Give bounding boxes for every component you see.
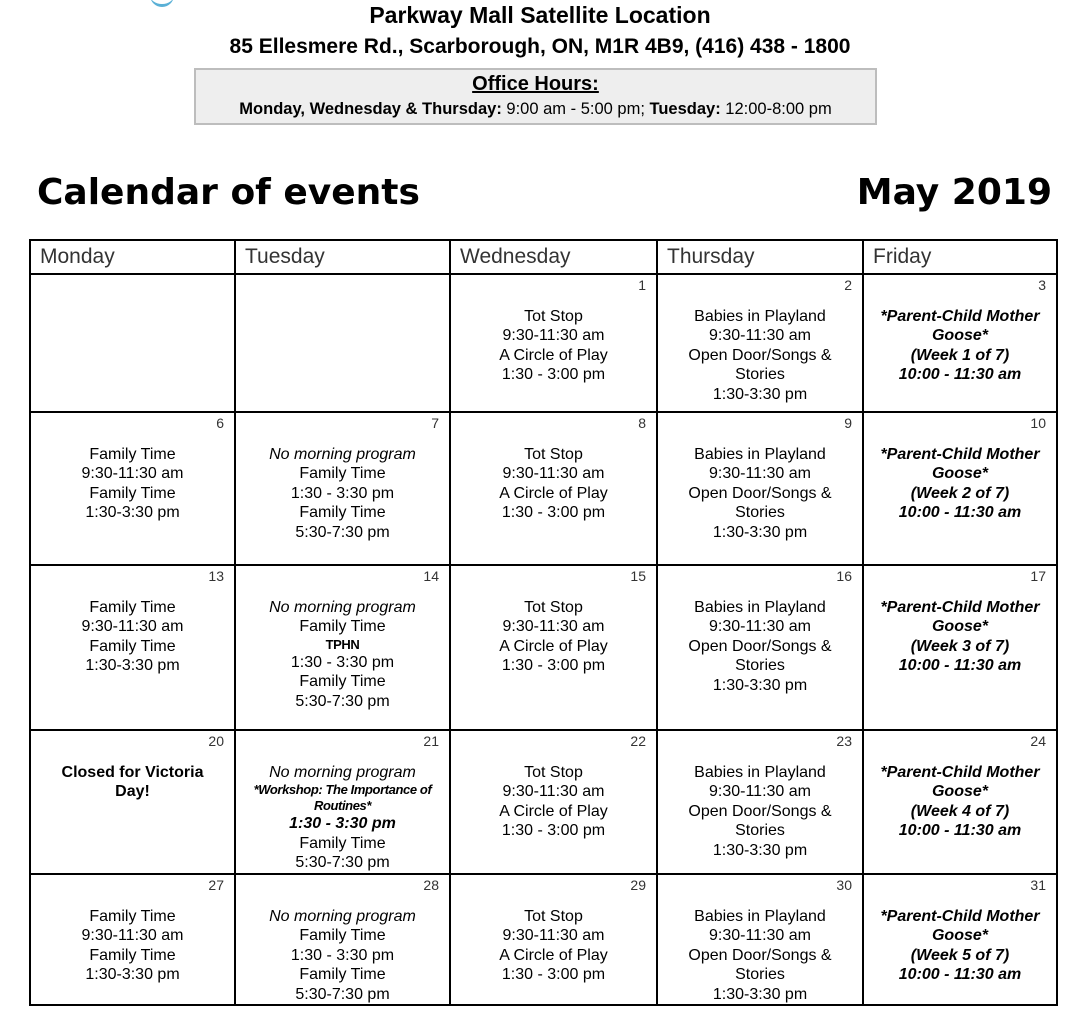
event-line: TPHN [325,636,360,652]
day-number: 3 [1038,277,1046,293]
day-number: 16 [836,568,852,584]
event-list [236,413,449,542]
calendar-day-cell [863,874,1057,1005]
calendar-day-cell [863,730,1057,874]
event-line: 10:00 - 11:30 am [898,366,1022,384]
event-list [451,731,656,841]
day-number: 8 [638,415,646,431]
event-list [658,566,862,695]
event-line: Babies in Playland [694,308,826,325]
calendar-day-cell [657,274,863,412]
event-line: (Week 3 of 7) [910,637,1010,655]
event-list [451,275,656,385]
event-line: Family Time [89,637,176,655]
event-line: 9:30-11:30 am [81,618,184,636]
event-line: Open Door/Songs & [688,802,832,820]
calendar-day-cell [657,730,863,874]
event-line: Babies in Playland [694,764,826,781]
event-line: Open Door/Songs & [688,484,832,502]
month-title: May 2019 [856,172,1052,213]
event-line: 9:30-11:30 am [502,327,605,345]
event-line: 9:30-11:30 am [709,327,811,345]
event-line: *Parent-Child Mother [880,599,1040,616]
event-line: Routines* [313,798,372,814]
calendar-day-cell [863,274,1057,412]
event-list [864,413,1056,523]
day-number: 28 [423,877,439,893]
day-number: 10 [1030,415,1046,431]
day-number: 14 [423,568,439,584]
event-line: Stories [735,366,785,384]
event-line: *Parent-Child Mother [880,446,1040,463]
event-line: Family Time [89,599,176,616]
event-line: Goose* [931,783,988,801]
location-title: Parkway Mall Satellite Location [369,2,711,28]
event-line: 1:30 - 3:00 pm [501,822,606,840]
event-line: 5:30-7:30 pm [295,523,390,541]
event-line: Family Time [299,927,386,945]
event-line: No morning program [269,764,416,781]
calendar-day-cell [235,412,450,565]
hours-time-1: 9:00 am - 5:00 pm; [501,100,650,118]
day-number: 21 [423,733,439,749]
calendar-day-cell [657,874,863,1005]
event-list [864,275,1056,385]
day-number: 13 [208,568,224,584]
event-line: 1:30 - 3:30 pm [290,484,395,502]
event-list [31,566,234,676]
weekday-monday: Monday [30,240,235,274]
event-line: 1:30-3:30 pm [85,504,180,522]
calendar-day-cell [863,412,1057,565]
event-line: Babies in Playland [694,908,826,925]
office-hours-box [194,68,877,125]
event-line: (Week 4 of 7) [910,802,1010,820]
day-number: 31 [1030,877,1046,893]
event-list [864,731,1056,841]
office-hours-title: Office Hours: [472,73,599,95]
weekday-wednesday: Wednesday [450,240,657,274]
event-line: A Circle of Play [499,484,608,502]
event-line: Open Door/Songs & [688,346,832,364]
day-number: 30 [836,877,852,893]
hours-time-2: 12:00-8:00 pm [720,100,832,118]
event-line: Family Time [89,946,176,964]
event-list [31,731,234,802]
day-number: 22 [630,733,646,749]
event-list [236,566,449,711]
day-number: 24 [1030,733,1046,749]
event-line: Stories [735,822,785,840]
day-number: 23 [836,733,852,749]
event-line: A Circle of Play [499,346,608,364]
event-list [864,566,1056,676]
event-line: Family Time [299,465,386,483]
event-line: Goose* [931,327,988,345]
day-number: 6 [216,415,224,431]
day-number: 7 [431,415,439,431]
event-line: (Week 1 of 7) [910,346,1010,364]
event-line: 9:30-11:30 am [502,927,605,945]
event-line: Babies in Playland [694,446,826,463]
event-line: Family Time [89,908,176,925]
day-number: 29 [630,877,646,893]
event-line: 9:30-11:30 am [709,465,811,483]
event-line: No morning program [269,446,416,463]
event-line: *Parent-Child Mother [880,764,1040,781]
calendar-week-row [30,565,1057,730]
event-line: 1:30-3:30 pm [712,985,808,1003]
event-line: Open Door/Songs & [688,637,832,655]
event-line: 9:30-11:30 am [502,465,605,483]
day-number: 17 [1030,568,1046,584]
event-line: Stories [735,504,785,522]
event-line: No morning program [269,908,416,925]
event-list [236,731,449,873]
event-line: Family Time [299,673,386,691]
calendar-day-cell [30,565,235,730]
event-line: Goose* [931,927,988,945]
event-list [451,413,656,523]
event-line: Stories [735,966,785,984]
event-line: Tot Stop [524,599,583,616]
event-line: 1:30 - 3:30 pm [290,946,395,964]
event-line: (Week 2 of 7) [910,484,1010,502]
calendar-day-cell [235,565,450,730]
event-line: Family Time [89,446,176,463]
event-line: 5:30-7:30 pm [295,985,390,1003]
event-line: Open Door/Songs & [688,946,832,964]
event-list [658,275,862,404]
event-list [658,875,862,1004]
event-line: 9:30-11:30 am [709,618,811,636]
event-line: Family Time [299,834,386,852]
event-list [236,875,449,1004]
event-line: 9:30-11:30 am [81,927,184,945]
event-line: 1:30-3:30 pm [712,385,808,403]
calendar-day-cell [450,565,657,730]
calendar-day-cell [450,730,657,874]
event-line: 1:30 - 3:30 pm [290,653,395,671]
event-line: 1:30-3:30 pm [712,841,808,859]
event-line: Goose* [931,618,988,636]
calendar-day-cell [657,565,863,730]
event-line: Babies in Playland [694,599,826,616]
event-line: 1:30 - 3:00 pm [501,966,606,984]
weekday-tuesday: Tuesday [235,240,450,274]
event-list [31,275,234,307]
event-line: Tot Stop [524,908,583,925]
event-line: Day! [115,783,150,801]
event-line: Stories [735,657,785,675]
event-line: Family Time [299,966,386,984]
event-line: 9:30-11:30 am [502,618,605,636]
event-line: 10:00 - 11:30 am [898,657,1022,675]
event-list [31,875,234,985]
event-line: Tot Stop [524,308,583,325]
event-line: (Week 5 of 7) [910,946,1010,964]
event-line: *Parent-Child Mother [880,908,1040,925]
event-line: 9:30-11:30 am [502,783,605,801]
event-line: A Circle of Play [499,802,608,820]
weekday-friday: Friday [863,240,1057,274]
event-line: 1:30 - 3:00 pm [501,504,606,522]
calendar-day-cell [450,412,657,565]
event-line: 1:30-3:30 pm [712,676,808,694]
event-line: Family Time [299,504,386,522]
calendar-day-cell [30,412,235,565]
calendar-day-cell [450,274,657,412]
event-line: 9:30-11:30 am [709,927,811,945]
calendar-day-cell [863,565,1057,730]
event-list [236,275,449,307]
calendar-grid [29,239,1058,1006]
event-list [658,413,862,542]
event-line: Family Time [299,618,386,636]
event-line: 1:30 - 3:30 pm [289,815,396,833]
event-line: 10:00 - 11:30 am [898,822,1022,840]
calendar-week-row [30,412,1057,565]
calendar-body [30,274,1057,1005]
calendar-title: Calendar of events [37,172,420,213]
event-line: Tot Stop [524,764,583,781]
event-line: 10:00 - 11:30 am [898,966,1022,984]
weekday-header-row [30,240,1057,274]
day-number: 9 [844,415,852,431]
calendar-week-row [30,274,1057,412]
event-line: Closed for Victoria [61,764,204,781]
event-line: 1:30 - 3:00 pm [501,366,606,384]
day-number: 27 [208,877,224,893]
calendar-day-cell [235,274,450,412]
event-line: 1:30-3:30 pm [85,657,180,675]
calendar-day-cell [235,874,450,1005]
day-number: 2 [844,277,852,293]
calendar-day-cell [450,874,657,1005]
office-hours-line [196,100,875,119]
event-line: Tot Stop [524,446,583,463]
event-line: *Parent-Child Mother [880,308,1040,325]
event-line: 1:30-3:30 pm [712,523,808,541]
day-number: 1 [638,277,646,293]
calendar-day-cell [657,412,863,565]
event-line: 1:30 - 3:00 pm [501,657,606,675]
event-line: Goose* [931,465,988,483]
event-line: *Workshop: The Importance of [253,782,432,798]
event-line: No morning program [269,599,416,616]
weekday-thursday: Thursday [657,240,863,274]
event-line: 1:30-3:30 pm [85,966,180,984]
event-list [31,413,234,523]
event-line: A Circle of Play [499,946,608,964]
day-number: 20 [208,733,224,749]
calendar-week-row [30,874,1057,1005]
event-list [864,875,1056,985]
event-line: 9:30-11:30 am [709,783,811,801]
calendar-day-cell [30,274,235,412]
calendar-week-row [30,730,1057,874]
calendar-day-cell [30,730,235,874]
event-line: 10:00 - 11:30 am [898,504,1022,522]
calendar-day-cell [235,730,450,874]
event-list [451,875,656,985]
event-list [451,566,656,676]
calendar-day-cell [30,874,235,1005]
event-line: 5:30-7:30 pm [295,692,390,710]
event-line: 5:30-7:30 pm [295,854,390,872]
event-list [658,731,862,860]
event-line: 9:30-11:30 am [81,465,184,483]
event-line: A Circle of Play [499,637,608,655]
event-line: Family Time [89,484,176,502]
location-address: 85 Ellesmere Rd., Scarborough, ON, M1R 4B9, (416) 438 - 1800 [229,35,851,58]
hours-days-1: Monday, Wednesday & Thursday: [239,100,502,118]
hours-days-2: Tuesday: [649,100,721,118]
day-number: 15 [630,568,646,584]
